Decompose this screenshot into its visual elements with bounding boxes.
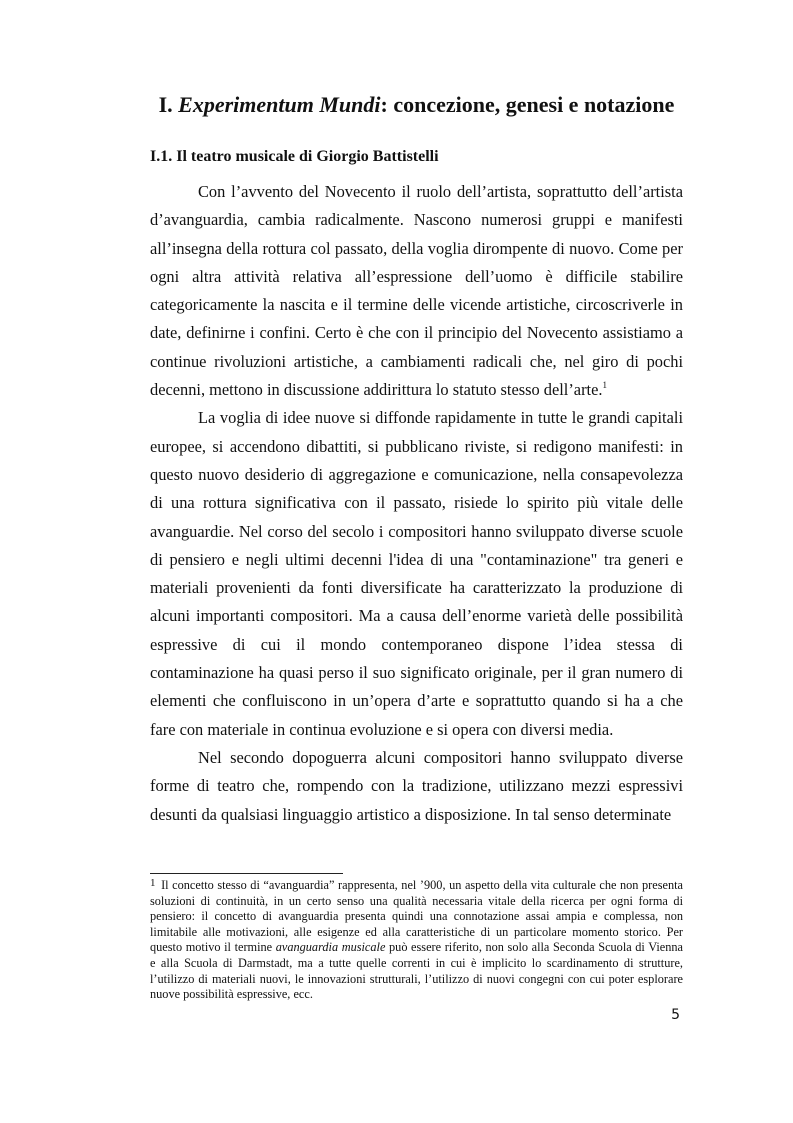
footnote-text-before: Il concetto stesso di “avanguardia” rappresenta, nel ’900, un aspetto della vita culturale che non presenta soluzioni di continuità, in un certo senso una qualità necessaria vitale della ricerca per ogni forma di pensiero: il concetto di avanguardia presenta quindi una connotazione assai ampia e complessa, non limitabile alle motivazioni, alle esigenze ed alla caratteristiche di un particolare momento storico. Per questo motivo il termine xyxy=(150,878,683,955)
paragraph-3: Nel secondo dopoguerra alcuni compositori hanno sviluppato diverse forme di teatro che, rompendo con la tradizione, utilizzano mezzi espressivi desunti da qualsiasi linguaggio artistico a disposizione. In tal senso determinate xyxy=(150,747,683,824)
footnote-mark: 1 xyxy=(150,877,156,889)
body-text xyxy=(150,178,683,829)
paragraph-1 xyxy=(150,178,683,404)
paragraph-2: La voglia di idee nuove si diffonde rapidamente in tutte le grandi capitali europee, si accendono dibattiti, si pubblicano riviste, si redigono manifesti: in questo nuovo desiderio di aggregazione e comunicazione, nella consapevolezza di una rottura significativa con il passato, risiede lo spirito più vitale delle avanguardie. Nel corso del secolo i compositori hanno sviluppato diverse scuole di pensiero e negli ultimi decenni l'idea di una "contaminazione" tra generi e materiali provenienti da fonti diversificate ha caratterizzato la produzione di alcuni importanti compositori. Ma a causa dell’enorme varietà delle possibilità espressive di cui il mondo contemporaneo dispone l’idea stessa di contaminazione ha quasi perso il suo significato originale, per il gran numero di elementi che confluiscono in un’opera d’arte e soprattutto quando si ha a che fare con materiale in continua evoluzione e si opera con diversi media. xyxy=(150,408,683,739)
paragraph-1-text: Con l’avvento del Novecento il ruolo dell’artista, soprattutto dell’artista d’avanguardia, cambia radicalmente. Nascono numerosi gruppi e manifesti all’insegna della rottura col passato, della voglia dirompente di nuovo. Come per ogni altra attività relativa all’espressione dell’uomo è difficile stabilire categoricamente la nascita e il termine delle vicende artistiche, circoscriverle in date, definirne i confini. Certo è che con il principio del Novecento assistiamo a continue rivoluzioni artistiche, a cambiamenti radicali che, nel giro di pochi decenni, mettono in discussione addirittura lo statuto stesso dell’arte. xyxy=(150,182,683,400)
chapter-title xyxy=(150,92,683,118)
footnote-text-italic: avanguardia musicale xyxy=(275,940,386,955)
section-title: I.1. Il teatro musicale di Giorgio Battistelli xyxy=(150,148,439,165)
chapter-title-italic: Experimentum Mundi xyxy=(178,92,381,117)
footnote-text-after: può essere riferito, non solo alla Seconda Scuola di Vienna e alla Scuola di Darmstadt, ma a tutte quelle correnti in cui è implicito lo scardinamento di strutture, l’utilizzo di materiali nuovi, le innovazioni strutturali, l’utilizzo di nuovi congegni con cui poter esplorare nuove possibilità espressive, ecc. xyxy=(150,940,683,1002)
footnote-reference[interactable]: 1 xyxy=(602,380,607,391)
chapter-title-rest: : concezione, genesi e notazione xyxy=(380,92,675,117)
footnote xyxy=(150,878,683,1003)
footnote-separator xyxy=(150,873,343,874)
page-number: 5 xyxy=(671,1007,680,1023)
chapter-number: I. xyxy=(158,92,173,117)
